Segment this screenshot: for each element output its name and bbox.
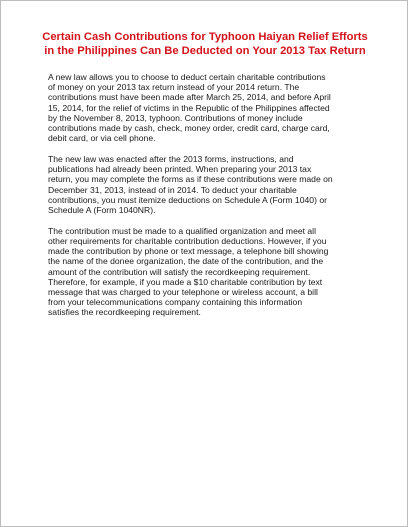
paragraph-line: message that was charged to your telephone or wireless account, a bill — [48, 287, 318, 298]
paragraph-line: the name of the donee organization, the date of the contribution, and the — [48, 256, 324, 267]
paragraph-line: contributions must have been made after March 25, 2014, and before April — [48, 92, 331, 103]
title-line-1: Certain Cash Contributions for Typhoon Haiyan Relief Efforts — [42, 31, 368, 43]
paragraph-line: The new law was enacted after the 2013 forms, instructions, and — [48, 154, 294, 165]
paragraph-line: December 31, 2013, instead of in 2014. To deduct your charitable — [48, 184, 297, 195]
paragraph-line: return, you may complete the forms as if these contributions were made on — [48, 174, 333, 185]
paragraph-line: contributions made by cash, check, money order, credit card, charge card, — [48, 123, 330, 134]
paragraph-line: of money on your 2013 tax return instead of your 2014 return. The — [48, 82, 300, 93]
paragraph-line: contributions, you must itemize deductions on Schedule A (Form 1040) or — [48, 194, 327, 205]
title-line-2: in the Philippines Can Be Deducted on Your 2013 Tax Return — [44, 45, 366, 57]
paragraph-line: 15, 2014, for the relief of victims in the Republic of the Philippines affected — [48, 102, 330, 113]
paragraph-1 — [48, 72, 368, 143]
paragraph-line: made the contribution by phone or text message, a telephone bill showing — [48, 246, 329, 257]
paragraph-line: by the November 8, 2013, typhoon. Contributions of money include — [48, 112, 303, 123]
paragraph-3 — [48, 226, 368, 318]
paragraph-line: from your telecommunications company containing this information — [48, 297, 303, 308]
paragraph-line: amount of the contribution will satisfy the recordkeeping requirement. — [48, 266, 311, 277]
paragraph-line: Therefore, for example, if you made a $10 charitable contribution by text — [48, 276, 323, 287]
paragraph-line: publications had already been printed. When preparing your 2013 tax — [48, 164, 312, 175]
paragraph-line: The contribution must be made to a qualified organization and meet all — [48, 225, 317, 236]
paragraph-line: satisfies the recordkeeping requirement. — [48, 307, 201, 318]
paragraph-line: other requirements for charitable contribution deductions. However, if you — [48, 236, 327, 247]
document-title — [41, 30, 369, 58]
paragraph-2 — [48, 154, 368, 215]
paragraph-line: Schedule A (Form 1040NR). — [48, 205, 156, 216]
paragraph-line: A new law allows you to choose to deduct certain charitable contributions — [48, 72, 326, 82]
paragraph-line: debit card, or via cell phone. — [48, 133, 156, 144]
document-body — [48, 72, 368, 328]
